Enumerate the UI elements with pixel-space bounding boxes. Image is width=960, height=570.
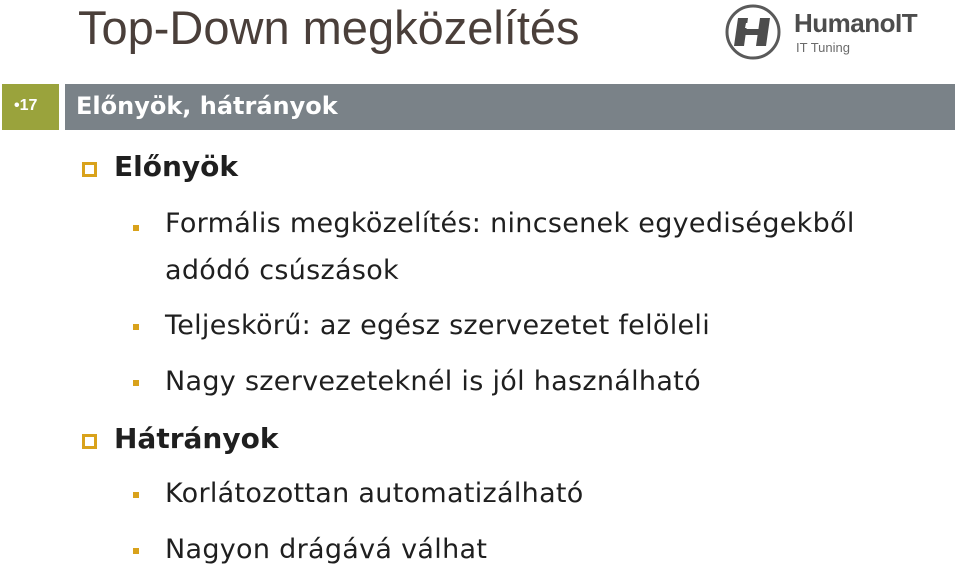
list-item-line: Formális megközelítés: nincsenek egyediségekből <box>165 208 855 239</box>
list-item-line: Nagy szervezeteknél is jól használható <box>165 366 701 397</box>
advantages-heading: Előnyök <box>114 150 239 183</box>
list-item-line: Korlátozottan automatizálható <box>165 478 584 509</box>
disadvantages-heading: Hátrányok <box>114 422 279 455</box>
bullet-icon <box>133 324 139 330</box>
square-bullet-icon <box>82 434 97 449</box>
humanoit-logo-icon <box>724 4 782 60</box>
list-item-line: Nagyon drágává válhat <box>165 534 488 565</box>
company-logo <box>720 2 956 62</box>
slide-title: Top-Down megközelítés <box>78 1 580 54</box>
bullet-icon <box>133 492 139 498</box>
slide-number: •17 <box>14 97 38 114</box>
slide-number-box <box>2 84 59 130</box>
bullet-icon <box>133 225 139 231</box>
bullet-icon <box>133 380 139 386</box>
bullet-icon <box>133 548 139 554</box>
square-bullet-icon <box>82 162 97 177</box>
list-item-line: Teljeskörű: az egész szervezetet felöleli <box>165 310 711 341</box>
logo-name: HumanoIT <box>794 8 918 38</box>
logo-tagline: IT Tuning <box>796 40 850 55</box>
section-header-bar <box>65 84 955 130</box>
section-title: Előnyök, hátrányok <box>76 92 338 120</box>
list-item-line: adódó csúszások <box>165 255 399 286</box>
